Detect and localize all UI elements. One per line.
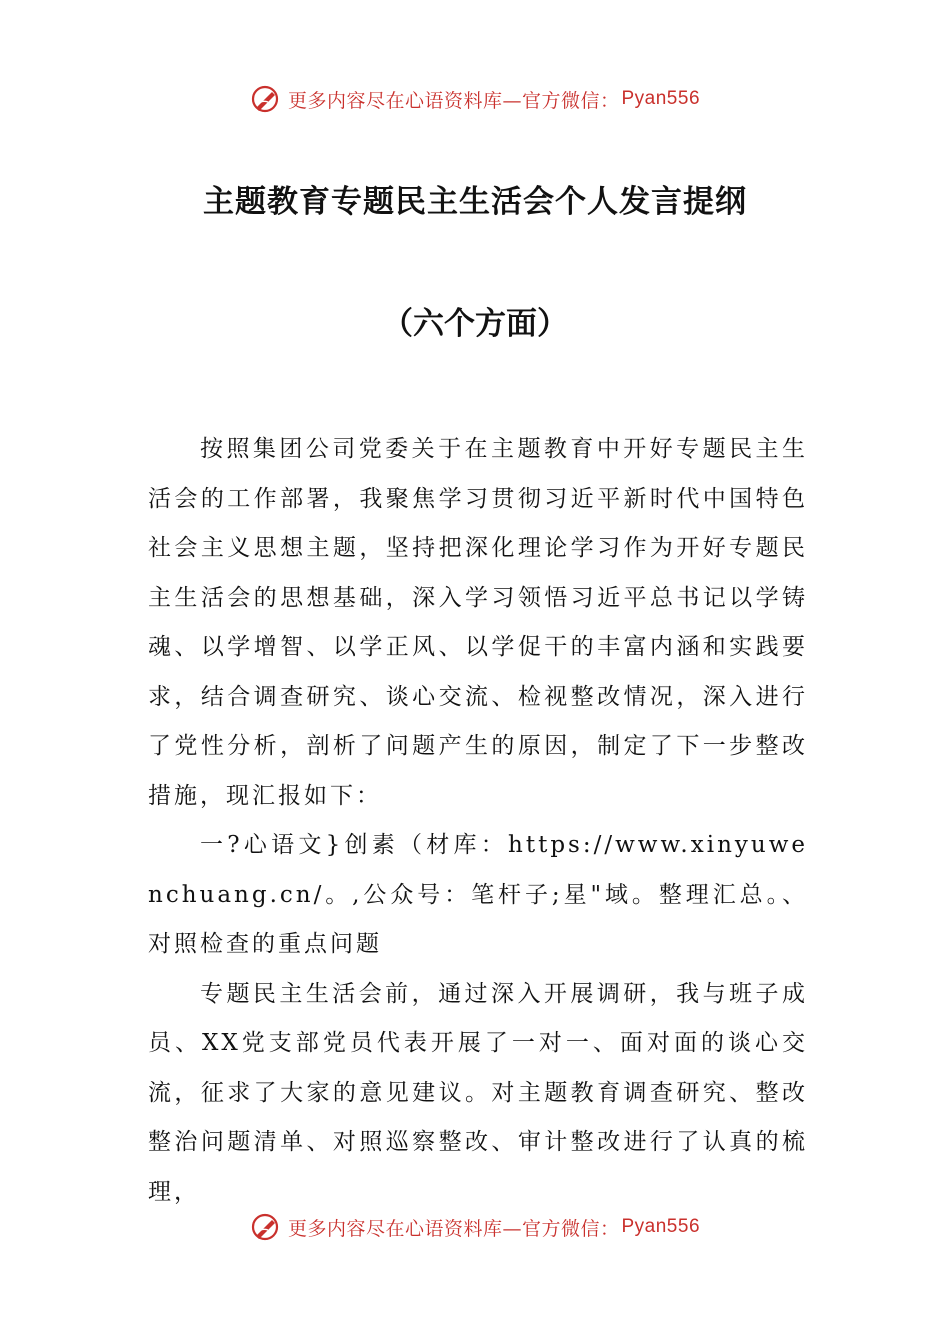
watermark-footer	[0, 1212, 950, 1242]
paragraph-section-body: 专题民主生活会前，通过深入开展调研，我与班子成员、XX党支部党员代表开展了一对一、面对面的谈心交流，征求了大家的意见建议。对主题教育调查研究、整改整治问题清单、对照巡察整改、审计整改进行了认真的梳理，	[148, 980, 808, 1205]
pen-logo-icon	[250, 84, 280, 114]
pen-logo-icon	[250, 1212, 280, 1242]
watermark-text: 更多内容尽在心语资料库—官方微信：	[287, 89, 620, 112]
watermark-header	[0, 84, 950, 114]
watermark-text: 更多内容尽在心语资料库—官方微信：	[287, 1217, 620, 1240]
watermark-wechat-id: Pyan556	[621, 88, 701, 109]
document-subtitle: （六个方面）	[382, 306, 568, 342]
watermark-wechat-id: Pyan556	[621, 1216, 701, 1237]
paragraph-intro: 按照集团公司党委关于在主题教育中开好专题民主生活会的工作部署，我聚焦学习贯彻习近平新时代中国特色社会主义思想主题，坚持把深化理论学习作为开好专题民主生活会的思想基础，深入学习领悟习近平总书记以学铸魂、以学增智、以学正风、以学促干的丰富内涵和实践要求，结合调查研究、谈心交流、检视整改情况，深入进行了党性分析，剖析了问题产生的原因，制定了下一步整改措施，现汇报如下：	[148, 436, 808, 809]
paragraph-section-heading: 一?心语文}创素（材库：https://www.xinyuwenchuang.cn/。,公众号：笔杆子;星"域。整理汇总。、对照检查的重点问题	[148, 832, 808, 957]
document-body	[148, 425, 808, 1217]
document-title: 主题教育专题民主生活会个人发言提纲	[203, 184, 747, 220]
